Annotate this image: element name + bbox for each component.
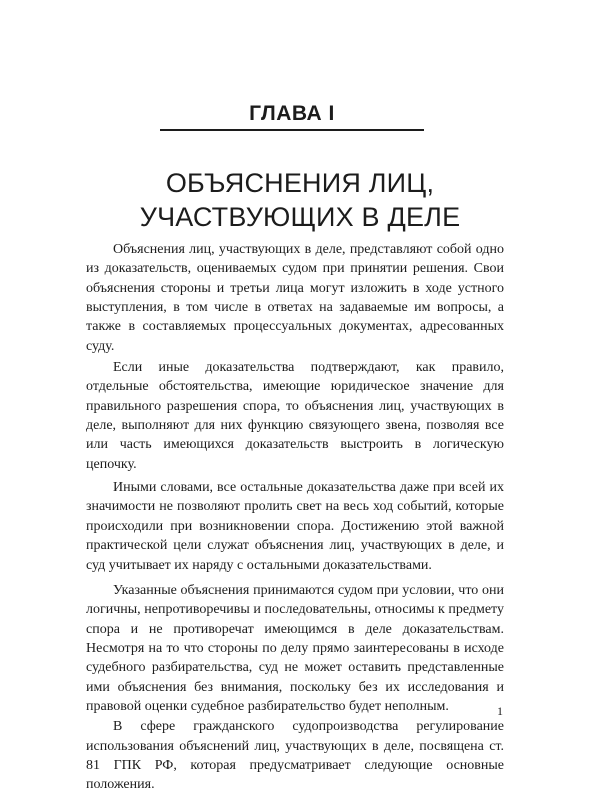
paragraph: Иными словами, все остальные доказательства даже при всей их значимости не позволяют пролить свет на весь ход событий, которые происходили при возникновении спора. Достижению этой важной практической цели служат объяснения лиц, участвующих в деле, и суд учитывает их наряду с остальными доказательствами. — [86, 480, 504, 573]
paragraph: Если иные доказательства подтверждают, как правило, отдельные обстоятельства, имеющие юридическое значение для правильного разрешения спора, то объяснения лиц, участвующих в деле, выполняют для них функцию связующего звена, позволяя все или часть имеющихся доказательств выстроить в логическую цепочку. — [86, 360, 504, 472]
body-text — [86, 240, 504, 795]
chapter-label: ГЛАВА I — [249, 102, 335, 125]
chapter-title — [100, 166, 500, 234]
paragraph: В сфере гражданского судопроизводства регулирование использования объяснений лиц, участвующих в деле, посвящена ст. 81 ГПК РФ, которая предусматривает следующие основные положения. — [86, 719, 504, 793]
chapter-rule — [160, 129, 424, 131]
chapter-title-line-1: ОБЪЯСНЕНИЯ ЛИЦ, — [165, 168, 435, 198]
paragraph: Указанные объяснения принимаются судом при условии, что они логичны, непротиворечивы и последовательны, относимы к предмету спора и не противоречат имеющимся в деле доказательствам. Несмотря на то что стороны по делу прямо заинтересованы в исходе судебного разбирательства, суд не может оставить представленные ими объяснения без внимания, поскольку без их исследования и правовой оценки судебное разбирательство будет неполным. — [86, 582, 504, 714]
page-number: 1 — [497, 704, 503, 718]
chapter-title-line-2: УЧАСТВУЮЩИХ В ДЕЛЕ — [139, 202, 461, 232]
paragraph: Объяснения лиц, участвующих в деле, представляют собой одно из доказательств, оцениваемых судом при принятии решения. Свои объяснения стороны и третьи лица могут изложить в ходе устного выступления, в том числе в ответах на задаваемые им вопросы, а также в составляемых процессуальных документах, адресованных суду. — [86, 242, 504, 354]
